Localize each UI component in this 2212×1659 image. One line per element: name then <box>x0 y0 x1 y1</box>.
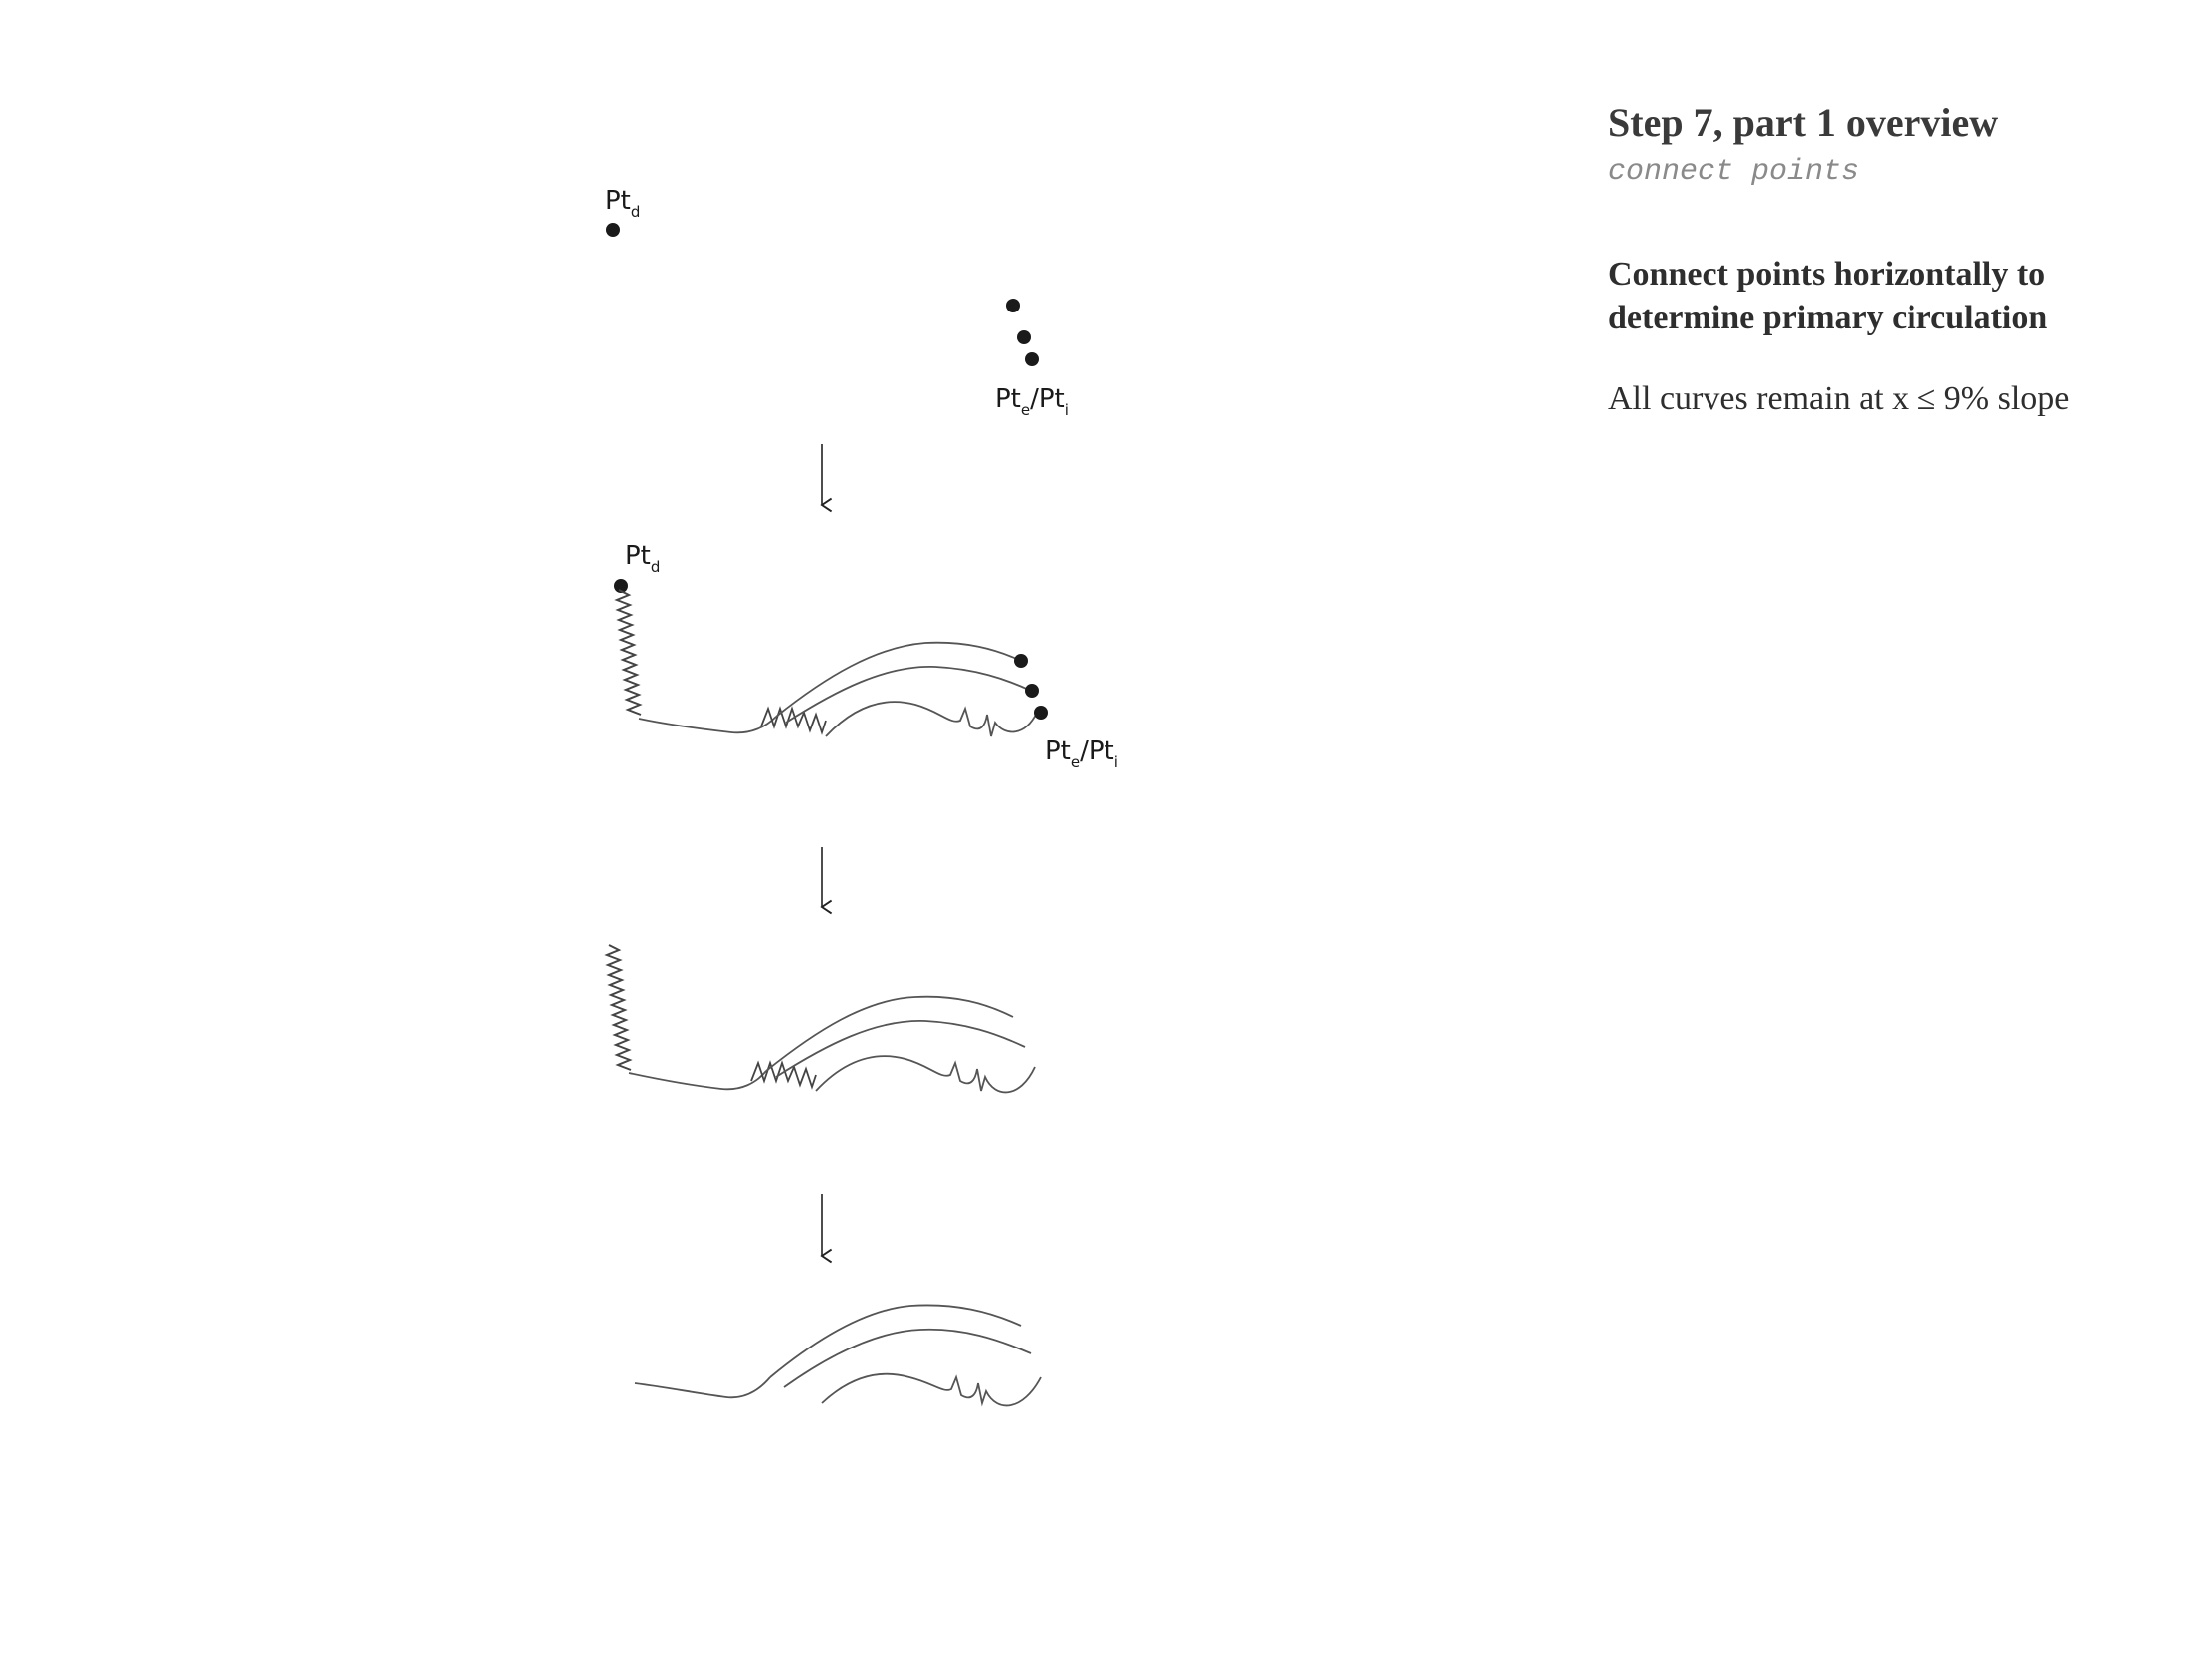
point-e3-stage1 <box>1025 352 1039 366</box>
curve-upper-2-stage2 <box>786 667 1031 723</box>
point-e1-stage2 <box>1014 654 1028 668</box>
point-e2-stage2 <box>1025 684 1039 698</box>
step-instruction <box>1608 253 2195 340</box>
zigzag-ramp-stage2 <box>617 590 641 715</box>
stage-4-smoothed <box>635 1305 1041 1405</box>
curve-lower-stage2 <box>639 717 776 732</box>
point-e2-stage1 <box>1017 330 1031 344</box>
step-title: Step 7, part 1 overview <box>1608 101 1999 145</box>
curve-upper-2-stage4 <box>784 1330 1031 1387</box>
stage-1-points <box>605 186 1069 419</box>
curve-lower-3-stage3 <box>816 1056 1035 1092</box>
zigzag-ramp-stage3 <box>607 945 631 1070</box>
step-instruction-line1: Connect points horizontally to <box>1608 256 2046 293</box>
label-pt-d-stage2: Ptd <box>625 541 661 576</box>
step-instruction-line2: determine primary circulation <box>1608 300 2048 337</box>
label-pt-d-stage1: Ptd <box>605 186 641 221</box>
point-d-stage1 <box>606 223 620 237</box>
step-subtitle: connect points <box>1608 155 1860 189</box>
curve-upper-1-stage4 <box>770 1305 1021 1377</box>
curve-lower-3-stage4 <box>822 1374 1041 1406</box>
curve-upper-2-stage3 <box>776 1021 1025 1077</box>
curve-lower-stage4 <box>635 1377 770 1397</box>
stage-2-connected <box>614 541 1118 771</box>
step-panel <box>1608 100 2195 418</box>
point-e3-stage2 <box>1034 706 1048 720</box>
curve-lower-3-stage2 <box>826 702 1037 736</box>
label-pt-e-i-stage2: Pte/Pti <box>1045 736 1118 771</box>
point-e1-stage1 <box>1006 299 1020 312</box>
zigzag-short-stage3 <box>751 1063 816 1087</box>
step-note: All curves remain at x ≤ 9% slope <box>1608 380 2070 418</box>
stage-3-curves <box>607 945 1035 1092</box>
curve-lower-stage3 <box>629 1071 766 1089</box>
label-pt-e-i-stage1: Pte/Pti <box>995 384 1069 419</box>
